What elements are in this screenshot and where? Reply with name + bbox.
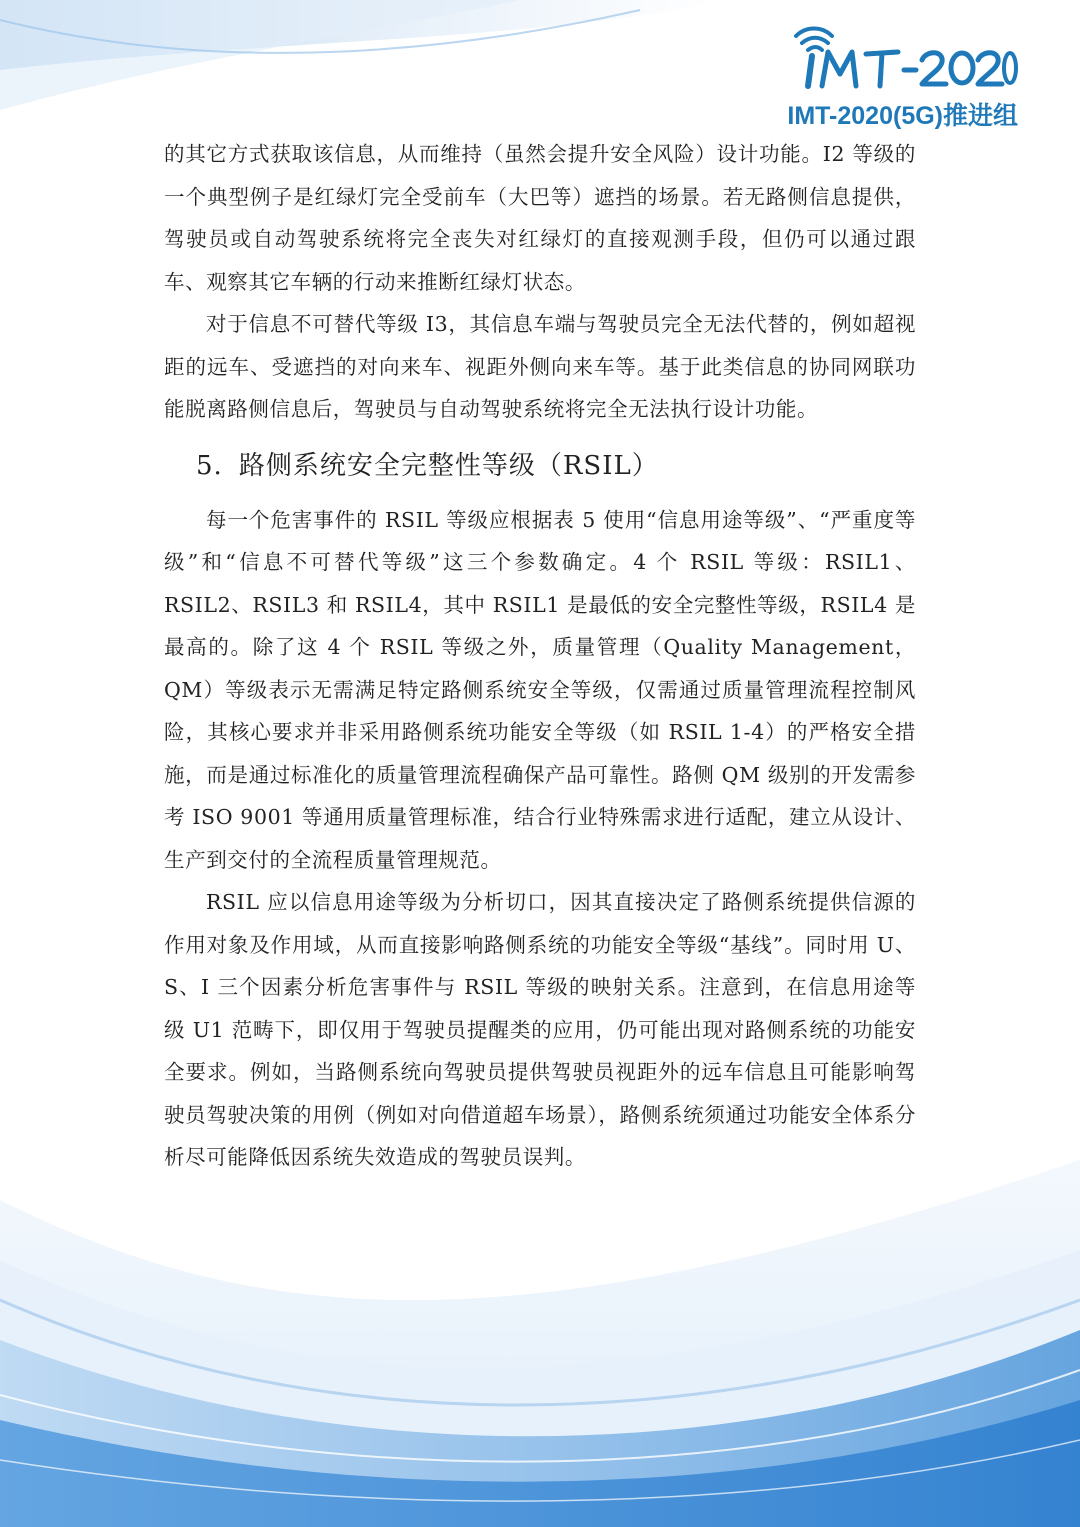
section-number: 5. — [196, 450, 223, 481]
section-title: 路侧系统安全完整性等级（RSIL） — [238, 450, 659, 481]
wifi-signal-icon — [788, 18, 1018, 90]
section-heading — [164, 445, 916, 487]
org-logo — [778, 18, 1018, 128]
paragraph: 对于信息不可替代等级 I3，其信息车端与驾驶员完全无法代替的，例如超视距的远车、受遮挡的对向来车、视距外侧向来车等。基于此类信息的协同网联功能脱离路侧信息后，驾驶员与自动驾驶系统将完全无法执行设计功能。 — [164, 312, 916, 421]
document-body — [164, 133, 916, 1179]
org-name: IMT-2020(5G)推进组 — [787, 102, 1018, 130]
paragraph: RSIL 应以信息用途等级为分析切口，因其直接决定了路侧系统提供信源的作用对象及作用域，从而直接影响路侧系统的功能安全等级“基线”。同时用 U、S、I 三个因素分析危害事件与 RSIL 等级的映射关系。注意到，在信息用途等级 U1 范畴下，即仅用于驾驶员提醒类的应用，仍可能出现对路侧系统的功能安全要求。例如，当路侧系统向驾驶员提供驾驶员视距外的远车信息且可能影响驾驶员驾驶决策的用例（例如对向借道超车场景），路侧系统须通过功能安全体系分析尽可能降低因系统失效造成的驾驶员误判。 — [164, 890, 916, 1169]
paragraph: 每一个危害事件的 RSIL 等级应根据表 5 使用“信息用途等级”、“严重度等级”和“信息不可替代等级”这三个参数确定。4 个 RSIL 等级：RSIL1、RSIL2、RSIL3 和 RSIL4，其中 RSIL1 是最低的安全完整性等级，RSIL4 是最高的。除了这 4 个 RSIL 等级之外，质量管理（Quality Management，QM）等级表示无需满足特定路侧系统安全等级，仅需通过质量管理流程控制风险，其核心要求并非采用路侧系统功能安全等级（如 RSIL 1-4）的严格安全措施，而是通过标准化的质量管理流程确保产品可靠性。路侧 QM 级别的开发需参考 ISO 9001 等通用质量管理标准，结合行业特殊需求进行适配，建立从设计、生产到交付的全流程质量管理规范。 — [164, 507, 916, 872]
paragraph: 的其它方式获取该信息，从而维持（虽然会提升安全风险）设计功能。I2 等级的一个典型例子是红绿灯完全受前车（大巴等）遮挡的场景。若无路侧信息提供，驾驶员或自动驾驶系统将完全丧失对红绿灯的直接观测手段，但仍可以通过跟车、观察其它车辆的行动来推断红绿灯状态。 — [164, 142, 916, 294]
